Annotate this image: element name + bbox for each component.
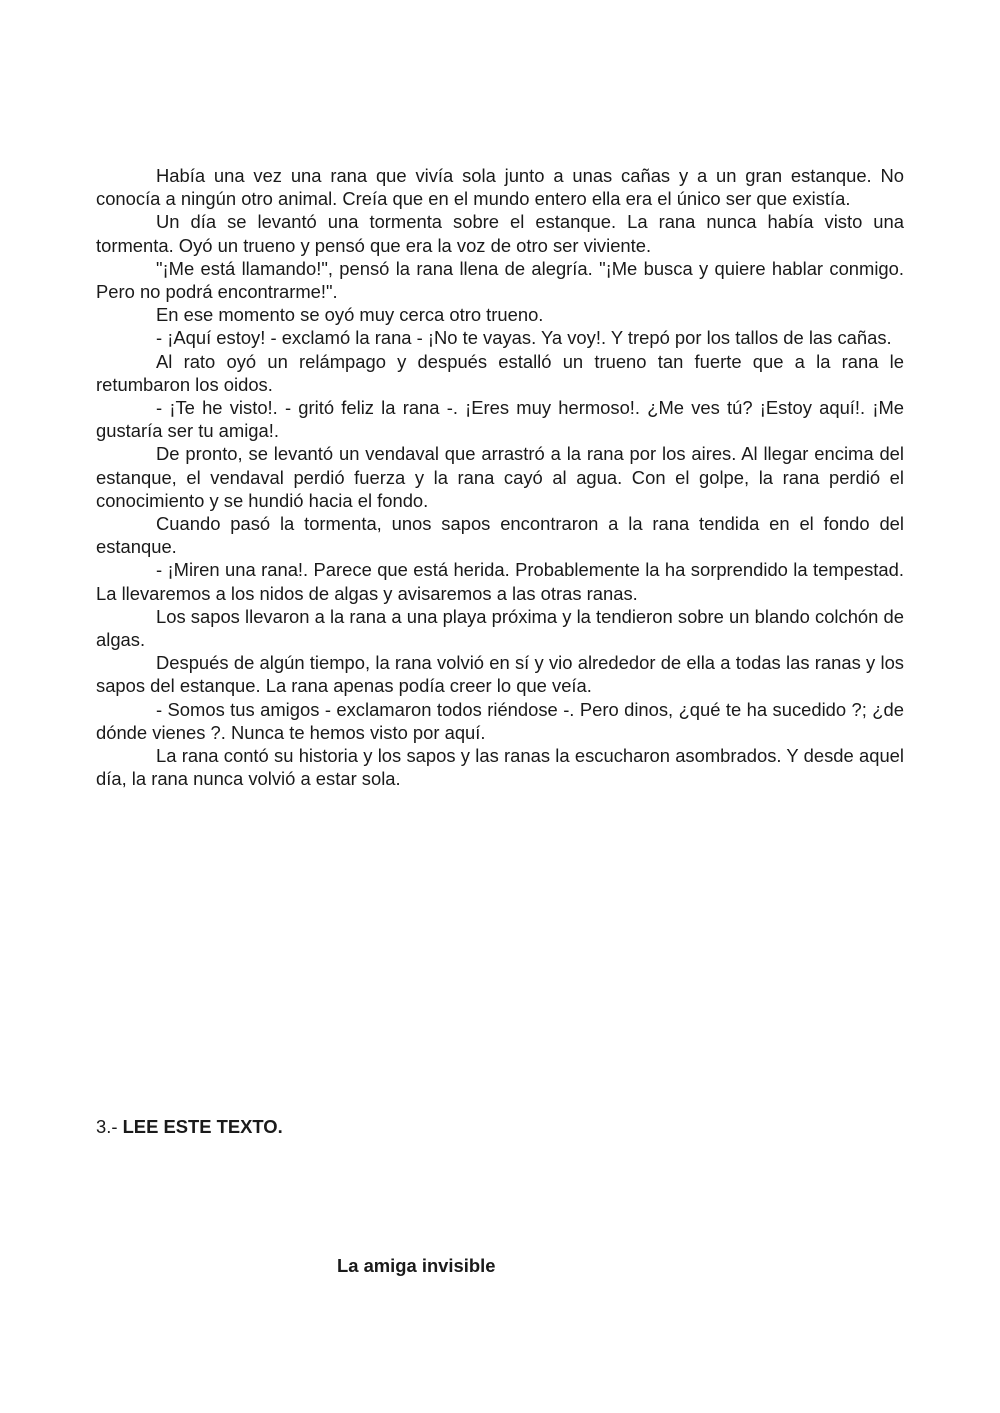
story-paragraph: Después de algún tiempo, la rana volvió en sí y vio alrededor de ella a todas las ranas y los sapos del estanque. La rana apenas podía creer lo que veía. — [96, 652, 904, 697]
story-paragraph: - ¡Te he visto!. - gritó feliz la rana -. ¡Eres muy hermoso!. ¿Me ves tú? ¡Estoy aquí!. ¡Me gustaría ser tu amiga!. — [96, 397, 904, 442]
story-paragraph: La rana contó su historia y los sapos y las ranas la escucharon asombrados. Y desde aquel día, la rana nunca volvió a estar sola. — [96, 745, 904, 790]
story-paragraph: - ¡Aquí estoy! - exclamó la rana - ¡No te vayas. Ya voy!. Y trepó por los tallos de las cañas. — [156, 327, 892, 349]
story-paragraph: Había una vez una rana que vivía sola junto a unas cañas y a un gran estanque. No conocía a ningún otro animal. Creía que en el mundo entero ella era el único ser que existía. — [96, 165, 904, 210]
text-title: La amiga invisible — [337, 1255, 496, 1276]
story-paragraph: Al rato oyó un relámpago y después estalló un trueno tan fuerte que a la rana le retumbaron los oidos. — [96, 350, 904, 395]
exercise-number: 3.- — [96, 1116, 123, 1137]
story-paragraph: - Somos tus amigos - exclamaron todos riéndose -. Pero dinos, ¿qué te ha sucedido ?; ¿de dónde vienes ?. Nunca te hemos visto por aquí. — [96, 698, 904, 743]
exercise-label: LEE ESTE TEXTO. — [122, 1116, 283, 1137]
story-paragraph: En ese momento se oyó muy cerca otro trueno. — [156, 304, 544, 326]
story-text — [96, 164, 904, 790]
story-paragraph: De pronto, se levantó un vendaval que arrastró a la rana por los aires. Al llegar encima del estanque, el vendaval perdió fuerza y la rana cayó al agua. Con el golpe, la rana perdió el conocimiento y se hundió hacia el fondo. — [96, 443, 904, 511]
story-paragraph: "¡Me está llamando!", pensó la rana llena de alegría. "¡Me busca y quiere hablar conmigo. Pero no podrá encontrarme!". — [96, 257, 904, 303]
story-paragraph: - ¡Miren una rana!. Parece que está herida. Probablemente la ha sorprendido la tempestad. La llevaremos a los nidos de algas y avisaremos a las otras ranas. — [96, 559, 904, 604]
story-paragraph: Los sapos llevaron a la rana a una playa próxima y la tendieron sobre un blando colchón de algas. — [96, 605, 904, 651]
exercise-heading — [96, 1115, 283, 1138]
story-paragraph: Un día se levantó una tormenta sobre el estanque. La rana nunca había visto una tormenta. Oyó un trueno y pensó que era la voz de otro ser viviente. — [96, 211, 904, 256]
story-paragraph: Cuando pasó la tormenta, unos sapos encontraron a la rana tendida en el fondo del estanque. — [96, 513, 904, 558]
